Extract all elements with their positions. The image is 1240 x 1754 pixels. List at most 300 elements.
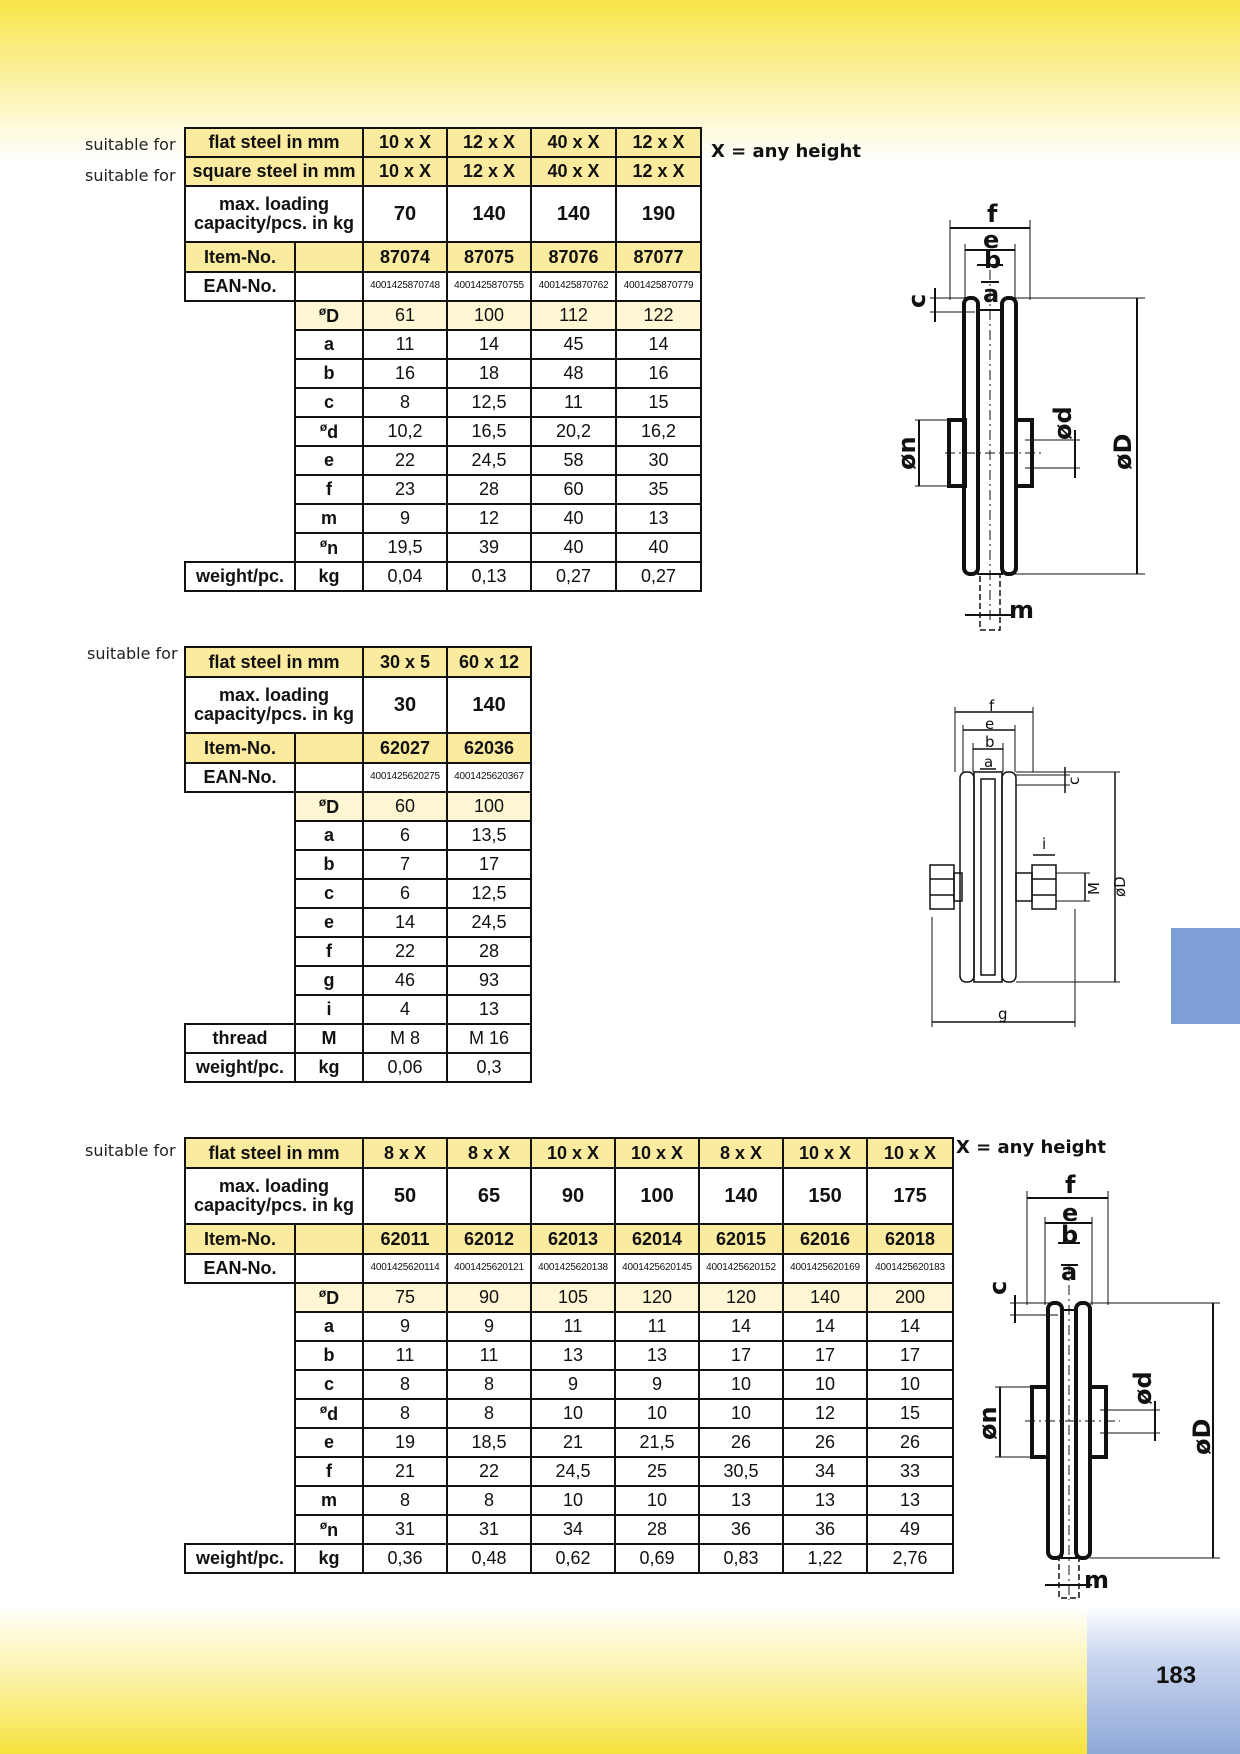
ean-value: 4001425620152 xyxy=(699,1254,783,1283)
dimension-letter: b xyxy=(323,363,335,384)
dimension-value: 100 xyxy=(447,301,531,330)
dimension-value: 36 xyxy=(783,1515,867,1544)
item-no-value: 87077 xyxy=(616,242,701,272)
diameter-symbol: ø xyxy=(318,795,327,810)
flat-steel-label: flat steel in mm xyxy=(185,647,363,677)
item-no-value: 62012 xyxy=(447,1224,531,1254)
dimension-letter: f xyxy=(326,1461,332,1482)
flat-steel-label: flat steel in mm xyxy=(185,128,363,157)
dimension-value: 10 xyxy=(531,1399,615,1428)
dimension-value: 8 xyxy=(363,388,447,417)
nut-right xyxy=(1032,865,1056,909)
dimension-letter: n xyxy=(327,538,339,559)
weight-unit: kg xyxy=(295,562,363,591)
footer-gradient xyxy=(0,1605,1240,1754)
dimension-value: 24,5 xyxy=(531,1457,615,1486)
dimension-value: 10 xyxy=(615,1486,699,1515)
square-steel-row xyxy=(185,157,701,186)
dimension-value: 58 xyxy=(531,446,616,475)
dimension-value: 13 xyxy=(447,995,531,1024)
dimension-value: 24,5 xyxy=(447,908,531,937)
dimension-value: 9 xyxy=(531,1370,615,1399)
dimension-row-c xyxy=(185,1370,953,1399)
dimension-value: 26 xyxy=(867,1428,953,1457)
dimension-letter: d xyxy=(327,422,339,443)
blank-cell xyxy=(185,821,295,850)
dimension-value: 40 xyxy=(531,504,616,533)
dimension-value: 13 xyxy=(531,1341,615,1370)
dimension-value: 200 xyxy=(867,1283,953,1312)
dim-label: f xyxy=(989,697,995,715)
dimension-value: 6 xyxy=(363,821,447,850)
dim-label: a xyxy=(984,753,994,771)
dimension-row-c xyxy=(185,388,701,417)
dimension-value: 112 xyxy=(531,301,616,330)
ean-blank xyxy=(295,763,363,792)
dimension-value: 10 xyxy=(699,1370,783,1399)
dimension-value: 12 xyxy=(447,504,531,533)
thread-label: thread xyxy=(185,1024,295,1053)
dimension-row-m xyxy=(185,1486,953,1515)
thread-symbol: M xyxy=(295,1024,363,1053)
thread-value: M 8 xyxy=(363,1024,447,1053)
blank-cell xyxy=(185,1457,295,1486)
nut-left xyxy=(930,865,954,909)
dimension-value: 34 xyxy=(531,1515,615,1544)
item-no-value: 62027 xyxy=(363,733,447,763)
weight-value: 0,13 xyxy=(447,562,531,591)
blank-cell xyxy=(185,475,295,504)
dimension-symbol xyxy=(295,504,363,533)
dimension-symbol xyxy=(295,1486,363,1515)
blank-cell xyxy=(185,533,295,562)
weight-value: 0,69 xyxy=(615,1544,699,1573)
dimension-value: 20,2 xyxy=(531,417,616,446)
dimension-row-n xyxy=(185,1515,953,1544)
square-steel-label: square steel in mm xyxy=(185,157,363,186)
dimension-value: 15 xyxy=(867,1399,953,1428)
capacity-row xyxy=(185,677,531,733)
blank-cell xyxy=(185,330,295,359)
dimension-value: 60 xyxy=(363,792,447,821)
dimension-symbol xyxy=(295,995,363,1024)
weight-label: weight/pc. xyxy=(185,562,295,591)
dimension-value: 40 xyxy=(531,533,616,562)
wheel-drawing-1 xyxy=(885,200,1155,640)
dimension-row-b xyxy=(185,359,701,388)
blank-cell xyxy=(185,301,295,330)
item-no-value: 62016 xyxy=(783,1224,867,1254)
dimension-value: 75 xyxy=(363,1283,447,1312)
dimension-row-c xyxy=(185,879,531,908)
dimension-value: 13 xyxy=(783,1486,867,1515)
weight-value: 0,27 xyxy=(616,562,701,591)
weight-value: 0,36 xyxy=(363,1544,447,1573)
dim-label: M xyxy=(1085,882,1103,895)
dimension-value: 35 xyxy=(616,475,701,504)
dimension-value: 8 xyxy=(447,1399,531,1428)
suitable-for-label: suitable for xyxy=(85,135,176,154)
dimension-value: 17 xyxy=(447,850,531,879)
item-no-value: 62011 xyxy=(363,1224,447,1254)
max-loading-label xyxy=(185,677,363,733)
dimension-row-D xyxy=(185,1283,953,1312)
dim-label: a xyxy=(983,280,1000,308)
dimension-value: 11 xyxy=(447,1341,531,1370)
dim-label: b xyxy=(985,733,995,751)
ean-label: EAN-No. xyxy=(185,763,295,792)
dimension-value: 31 xyxy=(447,1515,531,1544)
weight-value: 2,76 xyxy=(867,1544,953,1573)
dimension-letter: e xyxy=(324,912,335,933)
dimension-value: 10 xyxy=(531,1486,615,1515)
dimension-value: 30 xyxy=(616,446,701,475)
dimension-value: 11 xyxy=(363,330,447,359)
dimension-symbol xyxy=(295,1515,363,1544)
dimension-value: 23 xyxy=(363,475,447,504)
blank-cell xyxy=(185,417,295,446)
dimension-symbol xyxy=(295,1399,363,1428)
weight-value: 0,83 xyxy=(699,1544,783,1573)
dimension-value: 12 xyxy=(783,1399,867,1428)
suitable-for-label: suitable for xyxy=(85,166,176,185)
dim-label: e xyxy=(1062,1199,1079,1227)
dimension-letter: D xyxy=(326,797,340,818)
dimension-symbol xyxy=(295,908,363,937)
ean-value: 4001425620114 xyxy=(363,1254,447,1283)
dimension-row-f xyxy=(185,1457,953,1486)
dim-label: øD xyxy=(1111,876,1129,897)
dimension-value: 140 xyxy=(783,1283,867,1312)
capacity-value: 65 xyxy=(447,1168,531,1224)
blank-cell xyxy=(185,1370,295,1399)
dimension-value: 21,5 xyxy=(615,1428,699,1457)
weight-value: 0,27 xyxy=(531,562,616,591)
flat-steel-value: 10 x X xyxy=(363,128,447,157)
dimension-value: 8 xyxy=(447,1486,531,1515)
dimension-letter: f xyxy=(326,479,332,500)
dimension-value: 14 xyxy=(699,1312,783,1341)
ean-value: 4001425870748 xyxy=(363,272,447,301)
dimension-value: 14 xyxy=(363,908,447,937)
blank-cell xyxy=(185,446,295,475)
capacity-row xyxy=(185,186,701,242)
dimension-symbol xyxy=(295,1312,363,1341)
item-no-label: Item-No. xyxy=(185,1224,295,1254)
dimension-symbol xyxy=(295,1370,363,1399)
dimension-value: 90 xyxy=(447,1283,531,1312)
capacity-value: 30 xyxy=(363,677,447,733)
blank-cell xyxy=(185,388,295,417)
max-loading-line2: capacity/pcs. in kg xyxy=(193,704,355,724)
section-tab-marker xyxy=(1171,928,1240,1024)
max-loading-line1: max. loading xyxy=(218,1176,330,1197)
dimension-letter: e xyxy=(324,450,335,471)
dimension-value: 105 xyxy=(531,1283,615,1312)
dim-label: i xyxy=(1042,835,1047,853)
dimension-letter: f xyxy=(326,941,332,962)
dimension-letter: c xyxy=(324,883,335,904)
dimension-value: 13 xyxy=(699,1486,783,1515)
blank-cell xyxy=(185,908,295,937)
dim-label: a xyxy=(1061,1258,1078,1286)
item-no-value: 62015 xyxy=(699,1224,783,1254)
weight-label: weight/pc. xyxy=(185,1053,295,1082)
dimension-row-D xyxy=(185,792,531,821)
item-no-label: Item-No. xyxy=(185,733,295,763)
dimension-value: 14 xyxy=(447,330,531,359)
ean-value: 4001425870779 xyxy=(616,272,701,301)
dimension-letter: b xyxy=(323,1345,335,1366)
dimension-value: 26 xyxy=(783,1428,867,1457)
item-no-value: 62036 xyxy=(447,733,531,763)
dimension-value: 33 xyxy=(867,1457,953,1486)
ean-value: 4001425620121 xyxy=(447,1254,531,1283)
dimension-value: 11 xyxy=(531,388,616,417)
thread-value: M 16 xyxy=(447,1024,531,1053)
wheel-flange-right xyxy=(1002,772,1016,982)
ean-value: 4001425870755 xyxy=(447,272,531,301)
dimension-value: 39 xyxy=(447,533,531,562)
dimension-value: 13 xyxy=(615,1341,699,1370)
dimension-value: 46 xyxy=(363,966,447,995)
dimension-value: 10 xyxy=(699,1399,783,1428)
diameter-symbol: ø xyxy=(318,304,327,319)
dimension-symbol xyxy=(295,1341,363,1370)
blank-cell xyxy=(185,1283,295,1312)
capacity-row xyxy=(185,1168,953,1224)
item-no-blank xyxy=(295,733,363,763)
ean-label: EAN-No. xyxy=(185,1254,295,1283)
dimension-value: 25 xyxy=(615,1457,699,1486)
dimension-letter: m xyxy=(321,1490,338,1511)
capacity-value: 70 xyxy=(363,186,447,242)
dimension-value: 28 xyxy=(615,1515,699,1544)
blank-cell xyxy=(185,995,295,1024)
ean-label: EAN-No. xyxy=(185,272,295,301)
dimension-row-D xyxy=(185,301,701,330)
any-height-note: X = any height xyxy=(711,141,861,162)
dimension-symbol xyxy=(295,879,363,908)
dim-label: e xyxy=(985,715,995,733)
ean-row xyxy=(185,1254,953,1283)
dim-label: e xyxy=(983,226,1000,254)
dimension-symbol xyxy=(295,1283,363,1312)
item-no-value: 62014 xyxy=(615,1224,699,1254)
dimension-row-b xyxy=(185,1341,953,1370)
spec-table-3 xyxy=(184,1137,954,1574)
dim-label: c xyxy=(903,293,931,308)
dimension-symbol xyxy=(295,330,363,359)
weight-value: 0,04 xyxy=(363,562,447,591)
blank-cell xyxy=(185,792,295,821)
dimension-value: 9 xyxy=(363,504,447,533)
dimension-value: 10 xyxy=(615,1399,699,1428)
wheel-drawing-2 xyxy=(925,697,1145,1027)
dimension-letter: n xyxy=(327,1520,339,1541)
wheel-flange-right xyxy=(1002,298,1016,574)
dimension-value: 13 xyxy=(616,504,701,533)
weight-value: 0,06 xyxy=(363,1053,447,1082)
dim-label: f xyxy=(1065,1171,1076,1199)
dimension-value: 26 xyxy=(699,1428,783,1457)
item-no-value: 62013 xyxy=(531,1224,615,1254)
dimension-value: 24,5 xyxy=(447,446,531,475)
dim-label: øD xyxy=(1109,433,1137,470)
dimension-value: 17 xyxy=(783,1341,867,1370)
dimension-value: 19 xyxy=(363,1428,447,1457)
dimension-value: 18,5 xyxy=(447,1428,531,1457)
dimension-value: 120 xyxy=(615,1283,699,1312)
max-loading-line2: capacity/pcs. in kg xyxy=(193,213,355,233)
dimension-value: 9 xyxy=(615,1370,699,1399)
capacity-value: 140 xyxy=(699,1168,783,1224)
dimension-value: 16,2 xyxy=(616,417,701,446)
dimension-value: 4 xyxy=(363,995,447,1024)
dimension-row-e xyxy=(185,908,531,937)
dimension-letter: g xyxy=(323,970,335,991)
diameter-symbol: ø xyxy=(319,1518,328,1533)
max-loading-label xyxy=(185,1168,363,1224)
dimension-row-i xyxy=(185,995,531,1024)
dimension-value: 18 xyxy=(447,359,531,388)
dimension-symbol xyxy=(295,359,363,388)
dimension-value: 17 xyxy=(699,1341,783,1370)
dim-label: b xyxy=(984,246,1002,274)
dimension-row-a xyxy=(185,821,531,850)
dimension-value: 16,5 xyxy=(447,417,531,446)
dimension-value: 11 xyxy=(531,1312,615,1341)
dimension-value: 7 xyxy=(363,850,447,879)
dimension-value: 22 xyxy=(363,446,447,475)
dimension-value: 36 xyxy=(699,1515,783,1544)
dim-label: c xyxy=(984,1280,1012,1295)
dimension-symbol xyxy=(295,850,363,879)
flat-steel-value: 10 x X xyxy=(867,1138,953,1168)
dimension-row-m xyxy=(185,504,701,533)
weight-value: 0,48 xyxy=(447,1544,531,1573)
dim-label: m xyxy=(1084,1566,1110,1594)
dimension-letter: d xyxy=(327,1404,339,1425)
spec-table-1 xyxy=(184,127,702,592)
flat-steel-value: 8 x X xyxy=(363,1138,447,1168)
flat-steel-row xyxy=(185,128,701,157)
flat-steel-value: 30 x 5 xyxy=(363,647,447,677)
weight-row xyxy=(185,562,701,591)
ean-value: 4001425620138 xyxy=(531,1254,615,1283)
dimension-value: 48 xyxy=(531,359,616,388)
ean-value: 4001425620169 xyxy=(783,1254,867,1283)
dimension-value: 10 xyxy=(783,1370,867,1399)
item-no-blank xyxy=(295,242,363,272)
blank-cell xyxy=(185,359,295,388)
any-height-note: X = any height xyxy=(956,1137,1106,1158)
dimension-symbol xyxy=(295,388,363,417)
dimension-value: 8 xyxy=(363,1486,447,1515)
dimension-symbol xyxy=(295,475,363,504)
dimension-value: 34 xyxy=(783,1457,867,1486)
dimension-letter: m xyxy=(321,508,338,529)
ean-blank xyxy=(295,272,363,301)
capacity-value: 50 xyxy=(363,1168,447,1224)
capacity-value: 140 xyxy=(447,186,531,242)
item-no-value: 87074 xyxy=(363,242,447,272)
dimension-symbol xyxy=(295,966,363,995)
dimension-value: 12,5 xyxy=(447,388,531,417)
dimension-letter: a xyxy=(324,825,335,846)
dimension-row-d xyxy=(185,1399,953,1428)
item-no-value: 87076 xyxy=(531,242,616,272)
flat-steel-value: 12 x X xyxy=(616,128,701,157)
dimension-row-a xyxy=(185,1312,953,1341)
dimension-value: 22 xyxy=(363,937,447,966)
weight-unit: kg xyxy=(295,1053,363,1082)
ean-row xyxy=(185,272,701,301)
dimension-value: 8 xyxy=(447,1370,531,1399)
blank-cell xyxy=(185,1515,295,1544)
dimension-value: 49 xyxy=(867,1515,953,1544)
max-loading-line1: max. loading xyxy=(218,685,330,706)
blank-cell xyxy=(185,937,295,966)
blank-cell xyxy=(185,504,295,533)
capacity-value: 175 xyxy=(867,1168,953,1224)
diameter-symbol: ø xyxy=(319,420,328,435)
flat-steel-value: 12 x X xyxy=(447,128,531,157)
dimension-value: 21 xyxy=(531,1428,615,1457)
dimension-value: 11 xyxy=(363,1341,447,1370)
dimension-symbol xyxy=(295,792,363,821)
item-no-label: Item-No. xyxy=(185,242,295,272)
capacity-value: 140 xyxy=(531,186,616,242)
flat-steel-row xyxy=(185,647,531,677)
dimension-value: 8 xyxy=(363,1370,447,1399)
weight-unit: kg xyxy=(295,1544,363,1573)
capacity-value: 90 xyxy=(531,1168,615,1224)
weight-value: 0,62 xyxy=(531,1544,615,1573)
dimension-value: 120 xyxy=(699,1283,783,1312)
dimension-letter: i xyxy=(326,999,332,1020)
diameter-symbol: ø xyxy=(319,1402,328,1417)
page-number: 183 xyxy=(1156,1662,1197,1689)
capacity-value: 150 xyxy=(783,1168,867,1224)
blank-cell xyxy=(185,1341,295,1370)
dimension-symbol xyxy=(295,446,363,475)
square-steel-value: 40 x X xyxy=(531,157,616,186)
ean-row xyxy=(185,763,531,792)
dimension-row-g xyxy=(185,966,531,995)
dimension-value: 9 xyxy=(447,1312,531,1341)
dimension-value: 11 xyxy=(615,1312,699,1341)
dimension-value: 12,5 xyxy=(447,879,531,908)
ean-value: 4001425620145 xyxy=(615,1254,699,1283)
weight-value: 1,22 xyxy=(783,1544,867,1573)
dimension-letter: c xyxy=(324,1374,335,1395)
dimension-value: 14 xyxy=(867,1312,953,1341)
dimension-row-e xyxy=(185,446,701,475)
ean-blank xyxy=(295,1254,363,1283)
weight-value: 0,3 xyxy=(447,1053,531,1082)
square-steel-value: 12 x X xyxy=(616,157,701,186)
dimension-row-f xyxy=(185,937,531,966)
dim-label: øn xyxy=(974,1406,1002,1440)
dimension-symbol xyxy=(295,1428,363,1457)
dimension-value: 30,5 xyxy=(699,1457,783,1486)
dimension-letter: c xyxy=(324,392,335,413)
dimension-symbol xyxy=(295,533,363,562)
flat-steel-value: 8 x X xyxy=(699,1138,783,1168)
max-loading-label xyxy=(185,186,363,242)
dimension-letter: b xyxy=(323,854,335,875)
